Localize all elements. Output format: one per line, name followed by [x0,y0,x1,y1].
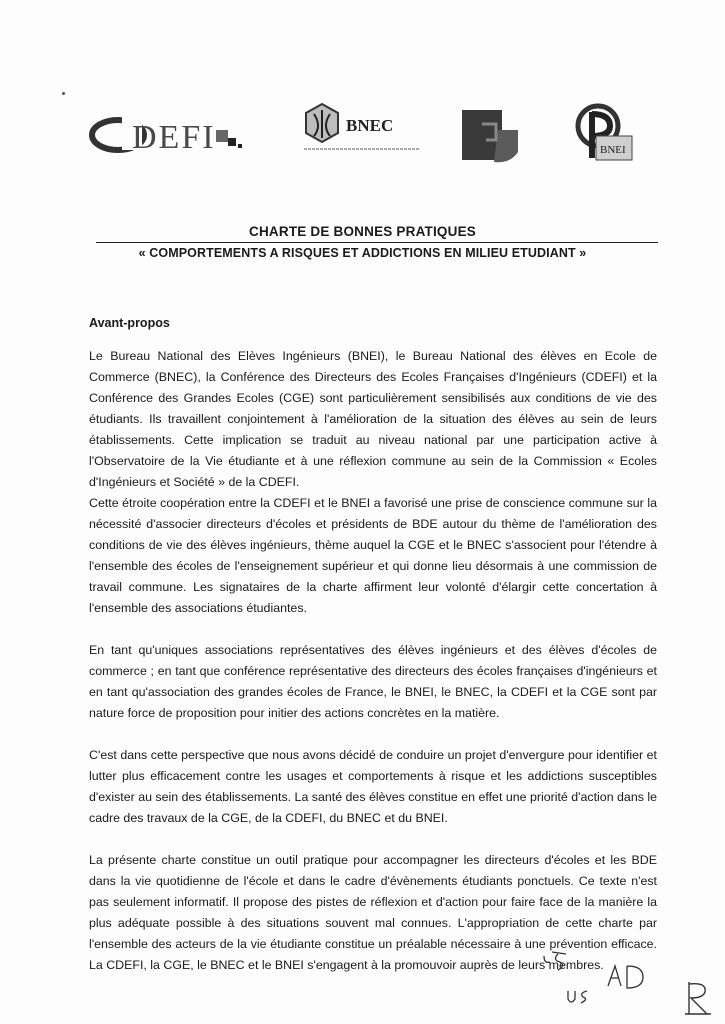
bnec-logo [302,102,422,154]
paragraph-4: C'est dans cette perspective que nous avons décidé de conduire un projet d'envergure pour identifier et lutter plus efficacement contre les usages et comportements à risque et les addictions susceptibles d'exister au sein des établissements. La santé des élèves constitue en effet une priorité d'action dans le cadre des travaux de la CGE, de la CDEFI, du BNEC et du BNEI. [89,748,657,825]
handwritten-initials-ad [605,962,650,992]
handwritten-initial-s [540,950,570,972]
bnei-logo [566,102,636,164]
scan-speck [62,92,65,95]
svg-text:BNEI: BNEI [600,144,626,156]
section-heading: Avant-propos [89,316,170,330]
charter-subtitle: « COMPORTEMENTS A RISQUES ET ADDICTIONS EN MILIEU ETUDIANT » [138,246,587,260]
paragraph-5: La présente charte constitue un outil pratique pour accompagner les directeurs d'écoles et les BDE dans la vie quotidienne de l'école et dans le cadre d'évènements étudiants ponctuels. Ce texte n'est pas seulement informatif. Il propose des pistes de réflexion et d'action pour faire face de la manière la plus adéquate possible à des situations souvent mal connues. L'appropriation de cette charte par l'ensemble des acteurs de la vie étudiante constitue un préalable nécessaire à une prévention efficace. La CDEFI, la CGE, le BNEC et le BNEI s'engagent à la promouvoir auprès de leurs membres. [89,853,657,972]
svg-text:BNEC: BNEC [346,116,394,135]
paragraph-3: En tant qu'uniques associations représentatives des élèves ingénieurs et des élèves d'écoles de commerce ; en tant que conférence représentative des directeurs des écoles françaises d'ingénieurs et en tant qu'association des grandes écoles de France, le BNEI, le BNEC, la CDEFI et la CGE sont par nature force de proposition pour initier des actions concrètes en la matière. [89,643,657,720]
handwritten-initials-us [565,985,595,1007]
cge-logo [458,108,530,166]
paragraph-2: Cette étroite coopération entre la CDEFI et le BNEI a favorisé une prise de conscience commune sur la nécessité d'associer directeurs d'écoles et présidents de BDE autour du thème de l'amélioration des conditions de vie des élèves ingénieurs, thème auquel la CGE et le BNEC s'associent pour l'étendre à l'ensemble des écoles de l'enseignement supérieur et qui donne lieu désormais à une commission de travail commune. Les signataires de la charte affirment leur volonté d'élargir cette concertation à l'ensemble des associations étudiantes. [89,496,657,615]
charter-title: CHARTE DE BONNES PRATIQUES [249,224,476,239]
svg-text:DEFI: DEFI [132,119,216,156]
handwritten-initial-r [683,978,713,1018]
cdefi-logo [88,108,263,158]
document-body [89,346,657,976]
title-divider [96,242,658,243]
paragraph-1: Le Bureau National des Elèves Ingénieurs (BNEI), le Bureau National des élèves en Ecole de Commerce (BNEC), la Conférence des Directeurs des Ecoles Françaises d'Ingénieurs (CDEFI) et la Conférence des Grandes Ecoles (CGE) sont particulièrement sensibilisés aux conditions de vie des étudiants. Ils travaillent conjointement à l'amélioration de la situation des élèves au sein de leurs établissements. Cette implication se traduit au niveau national par une participation active à l'Observatoire de la Vie étudiante et à une réflexion commune au sein de la Commission « Ecoles d'Ingénieurs et Société » de la CDEFI. [89,349,657,489]
